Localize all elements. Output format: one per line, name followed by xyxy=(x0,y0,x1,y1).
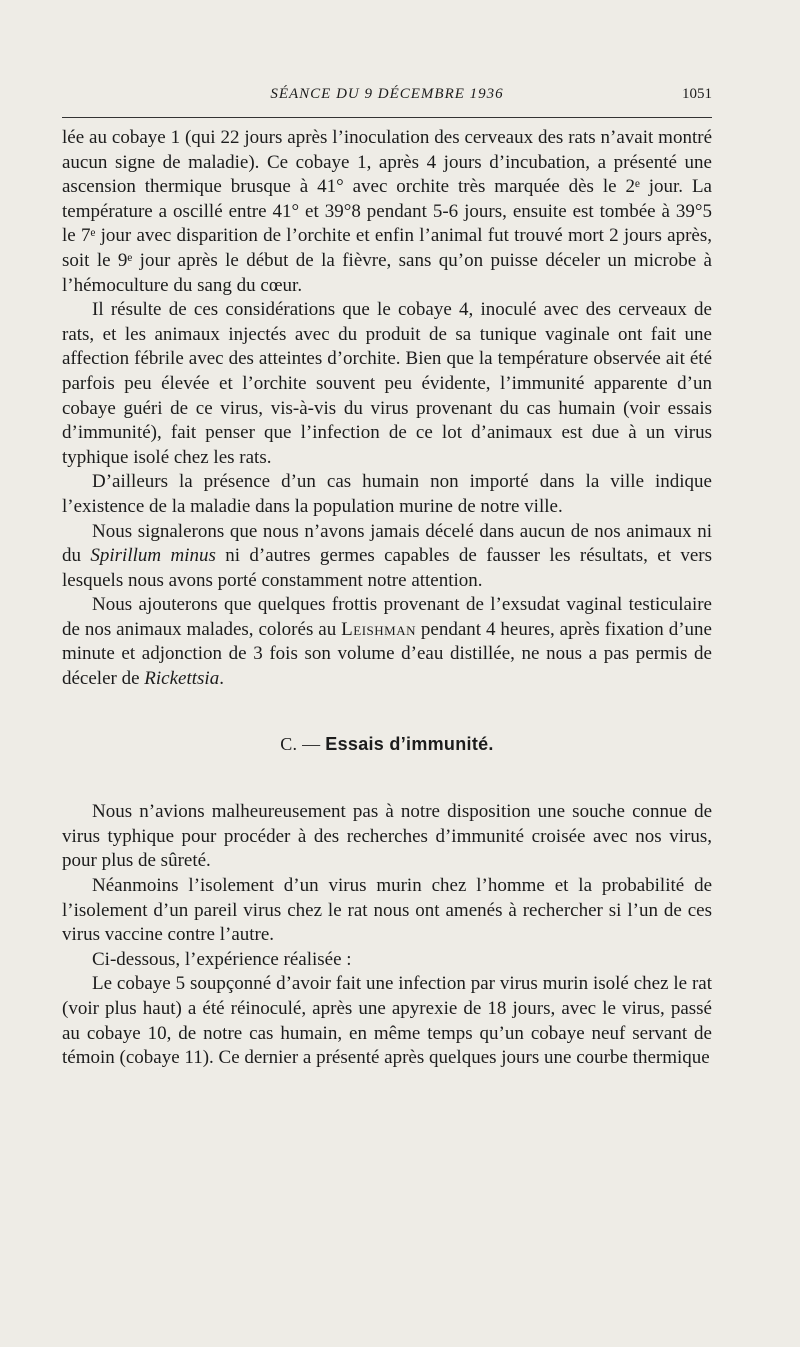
paragraph-4 xyxy=(62,520,712,594)
paragraph-2: Il résulte de ces considérations que le cobaye 4, inoculé avec des cerveaux de rats, et les animaux injectés avec du produit de sa tunique vaginale ont fait une affection fébrile avec des atteintes d’orchite. Bien que la température observée ait été parfois peu élevée et l’orchite souvent peu évidente, l’immunité apparente d’un cobaye guéri de ce virus, vis-à-vis du virus provenant du cas humain (voir essais d’immunité), fait penser que l’infection de ce lot d’animaux est due à un virus typhique isolé chez les rats. xyxy=(62,299,712,468)
paragraph-5-end: . xyxy=(219,668,224,690)
genus-name: Rickettsia xyxy=(144,668,220,690)
species-name: Spirillum minus xyxy=(90,545,216,567)
section-letter: C. — xyxy=(280,733,326,754)
page-header xyxy=(62,84,712,110)
section-heading xyxy=(62,732,712,757)
section-title: Essais d’immunité. xyxy=(325,733,494,754)
paragraph-5-text-mid: pendant 4 heures, après fixation d’une minute et adjonction de 3 fois son volume d’eau distillée, ne nous a pas permis de déceler de xyxy=(62,618,712,690)
paragraph-9: Le cobaye 5 soupçonné d’avoir fait une infection par virus murin isolé chez le rat (voir plus haut) a été réinoculé, après une apyrexie de 18 jours, avec le virus, passé au cobaye 10, de notre cas humain, en même temps qu’un cobaye neuf servant de témoin (cobaye 11). Ce dernier a présenté après quelques jours une courbe thermique xyxy=(62,973,712,1069)
paragraph-5 xyxy=(62,593,712,691)
paragraph-5-text: Nous ajouterons que quelques frottis provenant de l’exsudat vaginal testiculaire de nos animaux malades, colorés au xyxy=(62,594,712,640)
page-number: 1051 xyxy=(682,86,712,102)
stain-name: Leishman xyxy=(341,618,416,640)
paragraph-7: Néanmoins l’isolement d’un virus murin chez l’homme et la probabilité de l’isolement d’un pareil virus chez le rat nous ont amenés à rechercher si l’un de ces virus vaccine contre l’autre. xyxy=(62,875,712,946)
paragraph-3: D’ailleurs la présence d’un cas humain non importé dans la ville indique l’existence de la maladie dans la population murine de notre ville. xyxy=(62,471,712,517)
paragraph-4-text: Nous signalerons que nous n’avons jamais décelé dans aucun de nos animaux ni du xyxy=(62,520,712,567)
paragraph-6: Nous n’avions malheureusement pas à notre disposition une souche connue de virus typhique pour procéder à des recherches d’immunité croisée avec nos virus, pour plus de sûreté. xyxy=(62,801,712,872)
body-text xyxy=(62,126,712,1071)
paragraph-4-text-end: ni d’autres germes capables de fausser les résultats, et vers lesquels nous avons porté constamment notre attention. xyxy=(62,545,713,591)
paragraph-8: Ci-dessous, l’expérience réalisée : xyxy=(92,948,352,970)
header-rule xyxy=(62,117,712,118)
running-title: SÉANCE DU 9 DÉCEMBRE 1936 xyxy=(270,86,504,102)
paragraph-1: lée au cobaye 1 (qui 22 jours après l’inoculation des cerveaux des rats n’avait montré aucun signe de maladie). Ce cobaye 1, après 4 jours d’incubation, a présenté une ascension thermique brusque à 41° avec orchite très marquée dès le 2ᵉ jour. La température a oscillé entre 41° et 39°8 pendant 5-6 jours, ensuite est tombée à 39°5 le 7ᵉ jour avec disparition de l’orchite et enfin l’animal fut trouvé mort 2 jours après, soit le 9ᵉ jour après le début de la fièvre, sans qu’on puisse déceler un microbe à l’hémoculture du sang du cœur. xyxy=(62,127,712,296)
